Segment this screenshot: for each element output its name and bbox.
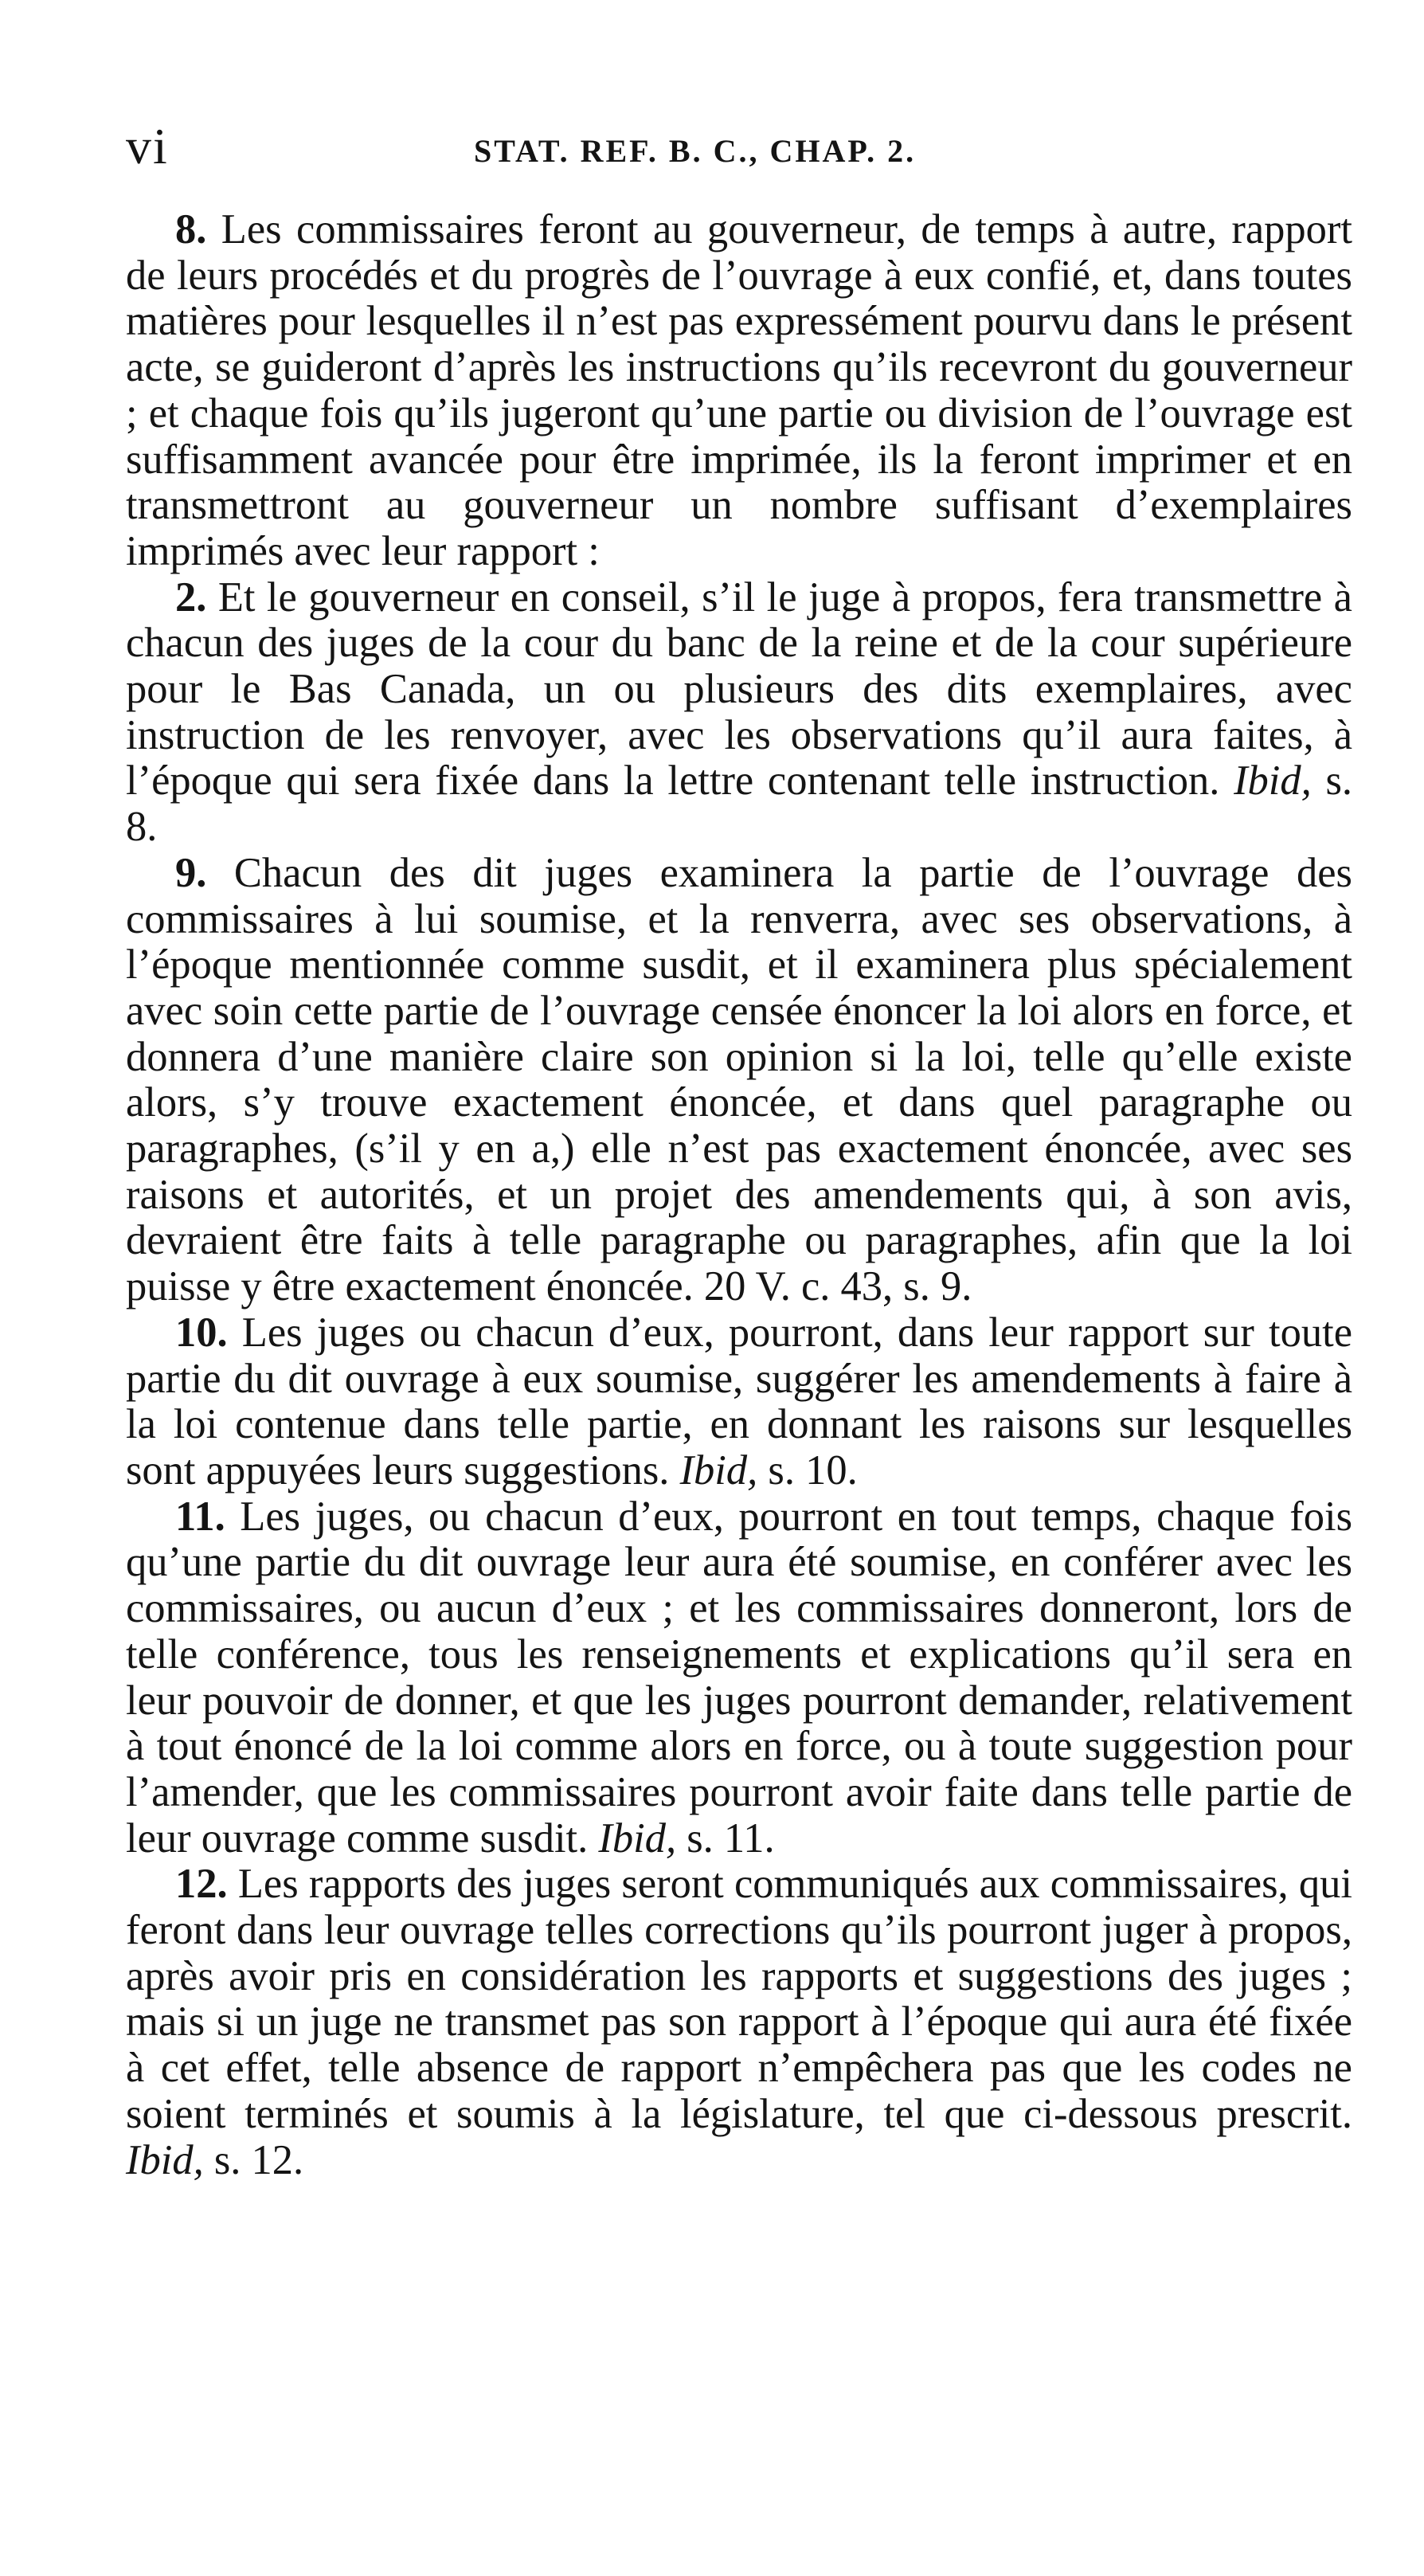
section-text: Les rapports des juges seront communiqués aux commissaires, qui feront dans leur ouvrage telles corrections qu’ils pourront juger à propos, après avoir pris en considération les rapports et suggestions des juges ; mais si un juge ne transmet pas son rapport à l’époque qui aura été fixée à cet effet, telle absence de rapport n’empêchera pas que les codes ne soient terminés et soumis à la législature, tel que ci-dessous prescrit. bbox=[126, 1861, 1352, 2137]
page-header bbox=[119, 119, 1346, 183]
section-text: Et le gouverneur en conseil, s’il le juge à propos, fera transmettre à chacun des juges de la cour du banc de la reine et de la cour supérieure pour le Bas Canada, un ou plusieurs des dits exemplaires, avec instruction de les renvoyer, avec les observations qu’il aura faites, à l’époque qui sera fixée dans la lettre contenant telle instruction. bbox=[126, 574, 1352, 805]
section-number: 9. bbox=[175, 849, 207, 896]
section-8-paragraph bbox=[126, 207, 1352, 575]
section-number: 10. bbox=[175, 1309, 228, 1356]
section-text: Les juges ou chacun d’eux, pourront, dans leur rapport sur toute partie du dit ouvrage à eux soumise, suggérer les amendements à faire à la loi contenue dans telle partie, en donnant les raisons sur lesquelles sont appuyées leurs suggestions. bbox=[126, 1309, 1353, 1494]
section-12-paragraph bbox=[126, 1862, 1352, 2183]
section-number: 12. bbox=[175, 1861, 228, 1908]
ibid-citation: Ibid, bbox=[1234, 758, 1312, 805]
section-10-paragraph bbox=[126, 1310, 1352, 1494]
section-11-paragraph bbox=[126, 1494, 1352, 1862]
section-reference: s. 8. bbox=[126, 758, 1353, 851]
section-number: 11. bbox=[175, 1493, 225, 1540]
section-number: 2. bbox=[175, 574, 207, 621]
section-reference: s. 11. bbox=[687, 1815, 775, 1862]
subsection-2-paragraph bbox=[126, 575, 1352, 851]
section-text: Chacun des dit juges examinera la partie de l’ouvrage des commissaires à lui soumise, et la renverra, avec ses observations, à l’époque mentionnée comme susdit, et il examinera plus spécialement avec soin cette partie de l’ouvrage censée énoncer la loi alors en force, et donnera d’une manière claire son opinion si la loi, telle qu’elle existe alors, s’y trouve exactement énoncée, et dans quel paragraphe ou paragraphes, (s’il y en a,) elle n’est pas exactement énoncée, avec ses raisons et autorités, et un projet des amendements qui, à son avis, devraient être faits à telle paragraphe ou paragraphes, afin que la loi puisse y être exactement énoncée. 20 V. c. 43, s. 9. bbox=[126, 849, 1352, 1310]
ibid-citation: Ibid, bbox=[126, 2136, 204, 2183]
section-number: 8. bbox=[175, 206, 207, 253]
section-text: Les commissaires feront au gouverneur, de temps à autre, rapport de leurs procédés et du progrès de l’ouvrage à eux confié, et, dans toutes matières pour lesquelles il n’est pas expressément pourvu dans le présent acte, se guideront d’après les instructions qu’ils recevront du gouverneur ; et chaque fois qu’ils jugeront qu’une partie ou division de l’ouvrage est suffisamment avancée pour être imprimée, ils la feront imprimer et en transmettront au gouverneur un nombre suffisant d’exemplaires imprimés avec leur rapport : bbox=[126, 206, 1352, 574]
running-head: STAT. REF. B. C., CHAP. 2. bbox=[474, 133, 917, 169]
section-9-paragraph bbox=[126, 851, 1352, 1310]
page-number: vi bbox=[126, 118, 169, 174]
section-text: Les juges, ou chacun d’eux, pourront en tout temps, chaque fois qu’une partie du dit ouvrage leur aura été soumise, en conférer avec les commissaires, ou aucun d’eux ; et les commissaires donneront, lors de telle conférence, tous les renseignements et explications qu’il sera en leur pouvoir de donner, et que les juges pourront demander, relativement à tout énoncé de la loi comme alors en force, ou à toute suggestion pour l’amender, que les commissaires pourront avoir faite dans telle partie de leur ouvrage comme susdit. bbox=[126, 1493, 1353, 1862]
section-reference: s. 12. bbox=[213, 2136, 304, 2183]
ibid-citation: Ibid, bbox=[679, 1447, 758, 1494]
page-body bbox=[126, 207, 1352, 2183]
section-reference: s. 10. bbox=[768, 1447, 858, 1494]
ibid-citation: Ibid, bbox=[598, 1815, 677, 1862]
